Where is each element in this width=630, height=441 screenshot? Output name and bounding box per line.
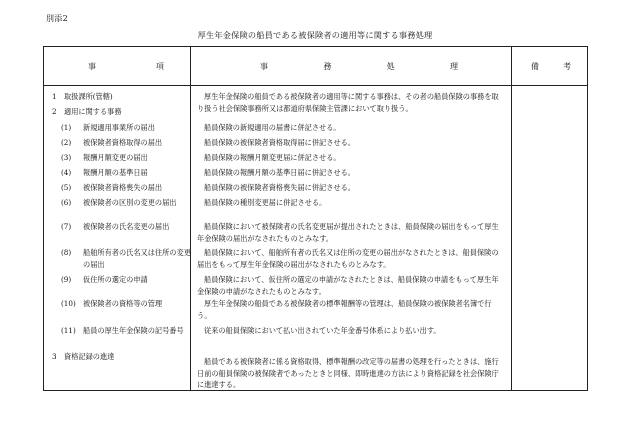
header-remarks: 備 考 (531, 61, 571, 71)
row-number: 1 (52, 92, 57, 101)
row-description: 船員保険において、仮住所の選定の申請がなされたときは、船員保険の申請をもって厚生年金保険の申請がなされたものとみなす。 (197, 275, 499, 296)
row-item: 資格記録の進達 (64, 352, 115, 361)
row-item: 報酬月額の基準日届 (83, 168, 148, 177)
row-description: 厚生年金保険の船員である被保険者の適用等に関する事務は、その者の船員保険の事務を取り扱う社会保険事務所又は都道府県保険主管課において取り扱う。 (197, 92, 499, 113)
row-description: 船員保険の被保険者資格喪失届に併記させる。 (204, 183, 355, 192)
row-item: 取扱課所(管轄) (64, 92, 113, 101)
row-item: 新規適用事業所の届出 (83, 123, 155, 132)
row-description: 船員保険において被保険者の氏名変更届が提出されたときは、船員保険の届出をもって厚生年金保険の届出がなされたものとみなす。 (197, 222, 499, 243)
row-number: (8) (61, 248, 72, 257)
row-item: 被保険者資格喪失の届出 (83, 183, 163, 192)
row-number: (9) (61, 275, 72, 284)
row-number: (4) (61, 168, 72, 177)
header-divider (44, 85, 587, 86)
row-description: 船員保険の報酬月額変更届に併記させる。 (204, 153, 341, 162)
row-description: 船員である被保険者に係る資格取得、標準報酬の改定等の届書の処理を行ったときは、施行日前の船員保険の被保険者であったときと同様、即時進達の方法により資格記録を社会保険庁に進達する。 (197, 357, 499, 390)
header-procedure: 事 務 処 理 (260, 61, 458, 71)
row-description: 船員保険の種別変更届に併記させる。 (204, 198, 327, 207)
row-number: (1) (61, 123, 72, 132)
column-divider (190, 47, 191, 390)
header-item: 事 項 (88, 61, 164, 71)
row-number: (5) (61, 183, 72, 192)
row-item: 船舶所有者の氏名又は住所の変更の届出 (83, 248, 191, 269)
annex-label: 別添2 (46, 14, 68, 23)
row-number: (11) (61, 326, 76, 335)
document-title: 厚生年金保険の船員である被保険者の適用等に関する事務処理 (197, 30, 433, 40)
row-description: 船員保険において、船舶所有者の氏名又は住所の変更の届出がなされたときは、船員保険の届出をもって厚生年金保険の届出がなされたものとみなす。 (197, 248, 499, 269)
row-item: 被保険者の氏名変更の届出 (83, 222, 170, 231)
row-number: (3) (61, 153, 72, 162)
row-description: 船員保険の被保険者資格取得届に併記させる。 (204, 138, 355, 147)
row-number: (10) (61, 299, 76, 308)
procedure-table (43, 46, 588, 391)
row-item: 被保険者の資格等の管理 (83, 299, 163, 308)
row-item: 報酬月額変更の届出 (83, 153, 148, 162)
row-number: 3 (52, 352, 57, 361)
row-item: 被保険者資格取得の届出 (83, 138, 163, 147)
row-number: (7) (61, 222, 72, 231)
row-number: (6) (61, 198, 72, 207)
row-item: 被保険者の区別の変更の届出 (83, 198, 177, 207)
column-divider (511, 47, 512, 390)
row-description: 船員保険の報酬月額の基準日届に併記させる。 (204, 168, 355, 177)
row-description: 船員保険の新規適用の届書に併記させる。 (204, 123, 341, 132)
row-item: 船員の厚生年金保険の記号番号 (83, 326, 184, 335)
row-number: (2) (61, 138, 72, 147)
row-description: 厚生年金保険の船員である被保険者の標準報酬等の管理は、船員保険の被保険者名簿で行う。 (197, 299, 492, 320)
row-number: 2 (52, 107, 57, 116)
row-item: 適用に関する事務 (64, 107, 122, 116)
row-description: 従来の船員保険において払い出されていた年金番号体系により払い出す。 (204, 326, 441, 335)
row-item: 仮住所の選定の申請 (83, 275, 148, 284)
